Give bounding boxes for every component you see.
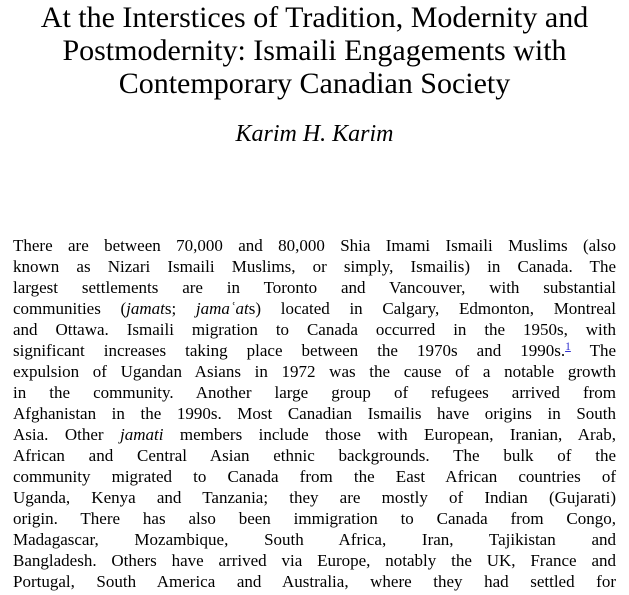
paragraph-line [13,382,616,403]
text-run: Asia. Other [13,425,120,444]
text-run: communities ( [13,299,127,318]
text-run: Bangladesh. Others have arrived via Europe, notably the UK, France and [13,551,616,570]
text-run: in the community. Another large group of refugees arrived from [13,383,616,402]
paragraph-line [13,403,616,424]
paragraph-line [13,529,616,550]
article-paragraph [13,235,616,592]
paragraph-line [13,445,616,466]
author-name: Karim H. Karim [235,121,394,147]
text-run: The [570,341,616,360]
paragraph-line [13,508,616,529]
paragraph-line [13,340,616,361]
paragraph-line [13,298,616,319]
text-run: African and Central Asian ethnic backgrounds. The bulk of the [13,446,616,465]
foreign-term: jamaʿat [195,299,249,318]
footnote-link-1[interactable]: 1 [565,341,571,353]
paragraph-line [13,319,616,340]
text-run: significant increases taking place between the 1970s and 1990s. [13,341,566,360]
text-run: There are between 70,000 and 80,000 Shia Imami Ismaili Muslims (also [13,236,616,255]
paragraph-line [13,256,616,277]
text-run: s; [164,299,196,318]
text-run: origin. There has also been immigration to Canada from Congo, [13,509,616,528]
text-run: expulsion of Ugandan Asians in 1972 was the cause of a notable growth [13,362,616,381]
paragraph-line [13,361,616,382]
paragraph-line [13,487,616,508]
text-run: community migrated to Canada from the East African countries of [13,467,616,486]
title-line: At the Interstices of Tradition, Modernity and [40,1,589,34]
text-run: Afghanistan in the 1990s. Most Canadian Ismailis have origins in South [13,404,616,423]
paragraph-line [13,466,616,487]
text-run: and Ottawa. Ismaili migration to Canada occurred in the 1950s, with [13,320,616,339]
foreign-term: jamat [126,299,165,318]
title-line: Postmodernity: Ismaili Engagements with [62,34,567,67]
text-run: Madagascar, Mozambique, South Africa, Iran, Tajikistan and [13,530,616,549]
paragraph-line [13,424,616,445]
paragraph-line [13,571,616,592]
text-run: s) located in Calgary, Edmonton, Montreal [248,299,617,318]
text-run: known as Nizari Ismaili Muslims, or simply, Ismailis) in Canada. The [13,257,616,276]
paragraph-line [13,235,616,256]
foreign-term: jamati [119,425,164,444]
text-run: members include those with European, Iranian, Arab, [163,425,616,444]
text-run: Portugal, South America and Australia, where they had settled for [13,572,616,591]
title-line: Contemporary Canadian Society [118,67,511,100]
text-run: largest settlements are in Toronto and Vancouver, with substantial [13,278,616,297]
paragraph-line [13,277,616,298]
text-run: Uganda, Kenya and Tanzania; they are mostly of Indian (Gujarati) [13,488,616,507]
page-title [0,0,629,100]
paragraph-line [13,550,616,571]
